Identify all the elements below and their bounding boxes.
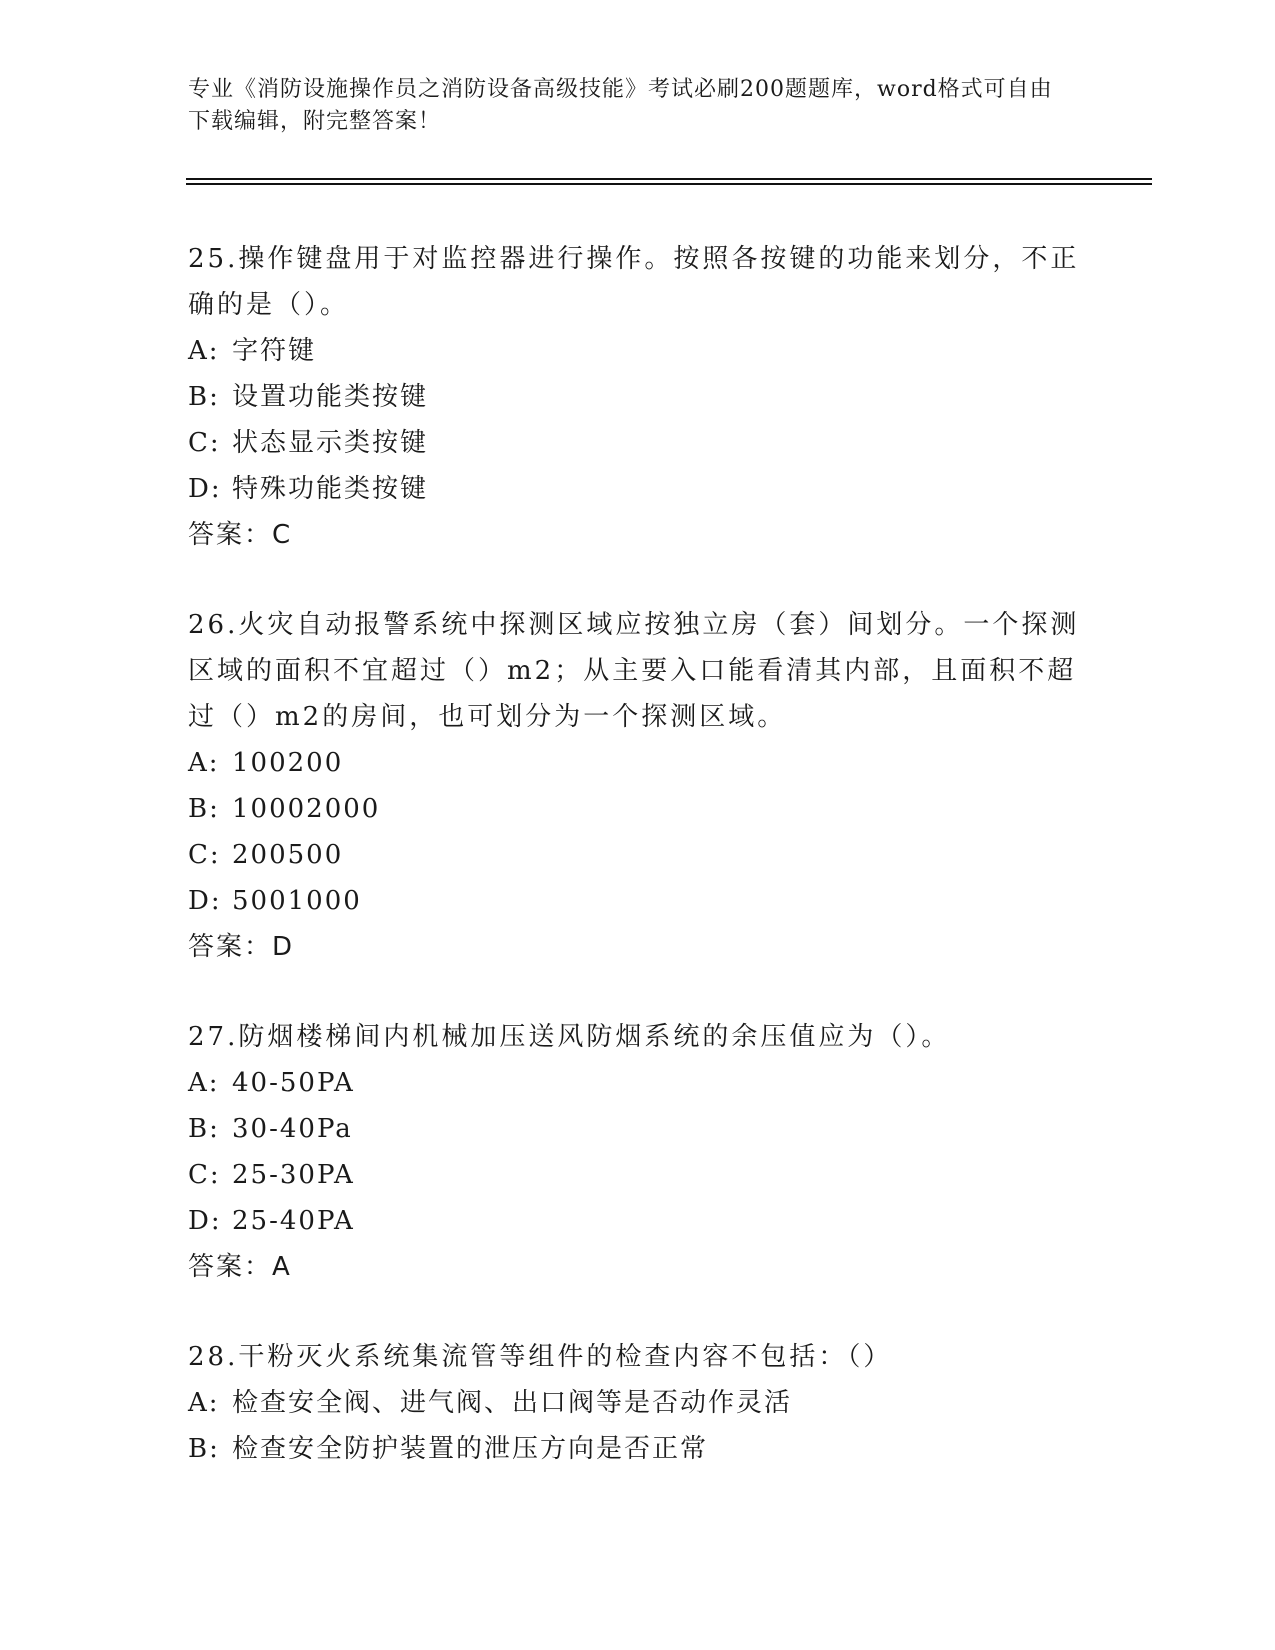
- option-c: [188, 832, 1088, 878]
- question-text: 28.干粉灭火系统集流管等组件的检查内容不包括：（）: [188, 1342, 893, 1372]
- question-27: [188, 1014, 1088, 1290]
- option-text: 检查安全阀、进气阀、出口阀等是否动作灵活: [232, 1388, 793, 1418]
- option-letter: B:: [188, 794, 220, 824]
- option-text: 设置功能类按键: [232, 382, 429, 412]
- option-letter: C:: [188, 1160, 221, 1190]
- option-letter: C:: [188, 840, 221, 870]
- option-a: [188, 1380, 1088, 1426]
- question-26: [188, 602, 1088, 970]
- question-text: 26.火灾自动报警系统中探测区域应按独立房（套）间划分。一个探测区域的面积不宜超过（）m2；从主要入口能看清其内部，且面积不超过（）m2的房间，也可划分为一个探测区域。: [188, 610, 1080, 732]
- header-divider-bottom: [186, 183, 1152, 185]
- option-letter: D:: [188, 886, 222, 916]
- option-a: [188, 328, 1088, 374]
- option-text: 状态显示类按键: [232, 428, 429, 458]
- option-a: [188, 740, 1088, 786]
- option-letter: A:: [188, 748, 220, 778]
- option-b: [188, 1426, 1088, 1472]
- answer-line: 答案：D: [188, 932, 295, 962]
- option-text: 5001000: [232, 886, 362, 916]
- option-letter: B:: [188, 382, 220, 412]
- document-header: [188, 74, 1068, 138]
- option-d: [188, 878, 1088, 924]
- option-c: [188, 420, 1088, 466]
- option-b: [188, 374, 1088, 420]
- option-d: [188, 1198, 1088, 1244]
- option-text: 40-50PA: [232, 1068, 355, 1098]
- question-text: 27.防烟楼梯间内机械加压送风防烟系统的余压值应为（）。: [188, 1022, 951, 1052]
- option-letter: D:: [188, 1206, 222, 1236]
- option-text: 200500: [232, 840, 344, 870]
- option-b: [188, 786, 1088, 832]
- answer-line: 答案：A: [188, 1252, 292, 1282]
- option-text: 特殊功能类按键: [232, 474, 429, 504]
- option-letter: B:: [188, 1114, 220, 1144]
- question-28: [188, 1334, 1088, 1472]
- option-text: 字符键: [232, 336, 317, 366]
- option-text: 10002000: [232, 794, 381, 824]
- question-25: [188, 236, 1088, 558]
- option-letter: A:: [188, 1388, 220, 1418]
- question-text: 25.操作键盘用于对监控器进行操作。按照各按键的功能来划分，不正确的是（）。: [188, 244, 1080, 320]
- option-c: [188, 1152, 1088, 1198]
- option-text: 30-40Pa: [232, 1114, 353, 1144]
- option-letter: C:: [188, 428, 221, 458]
- option-letter: B:: [188, 1434, 220, 1464]
- option-a: [188, 1060, 1088, 1106]
- answer-line: 答案：C: [188, 520, 293, 550]
- option-letter: A:: [188, 1068, 220, 1098]
- option-letter: A:: [188, 336, 220, 366]
- option-text: 25-30PA: [232, 1160, 355, 1190]
- option-text: 检查安全防护装置的泄压方向是否正常: [232, 1434, 709, 1464]
- option-letter: D:: [188, 474, 222, 504]
- option-text: 25-40PA: [232, 1206, 355, 1236]
- header-divider-top: [186, 178, 1152, 180]
- option-text: 100200: [232, 748, 344, 778]
- question-list: [188, 236, 1088, 1516]
- option-d: [188, 466, 1088, 512]
- header-intro: 专业《消防设施操作员之消防设备高级技能》考试必刷200题题库，word格式可自由下载编辑，附完整答案！: [188, 77, 1053, 134]
- option-b: [188, 1106, 1088, 1152]
